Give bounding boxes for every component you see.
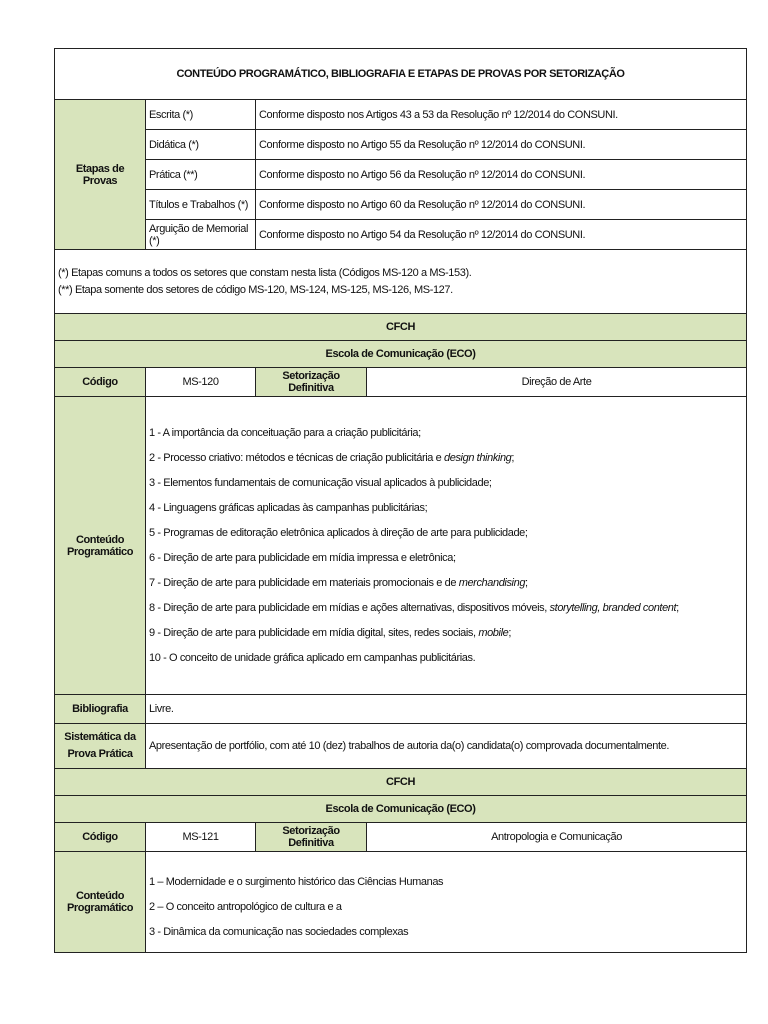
school-heading: Escola de Comunicação (ECO) bbox=[55, 341, 747, 368]
note-line: (**) Etapa somente dos setores de código MS-120, MS-124, MS-125, MS-126, MS-127. bbox=[58, 283, 453, 296]
list-item: 2 - Processo criativo: métodos e técnicas de criação publicitária e design thinking; bbox=[149, 451, 515, 464]
list-item: 7 - Direção de arte para publicidade em materiais promocionais e de merchandising; bbox=[149, 576, 528, 589]
code-row bbox=[55, 823, 747, 852]
conteudo-list bbox=[146, 397, 747, 695]
etapa-desc: Conforme disposto no Artigo 54 da Resolução nº 12/2014 do CONSUNI. bbox=[256, 220, 747, 250]
list-item: 9 - Direção de arte para publicidade em mídia digital, sites, redes sociais, mobile; bbox=[149, 626, 511, 639]
sistematica-row bbox=[55, 724, 747, 769]
etapa-name: Escrita (*) bbox=[146, 100, 256, 130]
etapas-label: Etapas de Provas bbox=[55, 100, 146, 250]
document-page bbox=[54, 48, 746, 953]
codigo-label: Código bbox=[55, 823, 146, 852]
etapa-row bbox=[55, 190, 747, 220]
conteudo-label: Conteúdo Programático bbox=[55, 397, 146, 695]
conteudo-label: Conteúdo Programático bbox=[55, 852, 146, 953]
etapa-row bbox=[55, 130, 747, 160]
center-row bbox=[55, 769, 747, 796]
school-row bbox=[55, 796, 747, 823]
etapa-row bbox=[55, 220, 747, 250]
list-item: 8 - Direção de arte para publicidade em mídias e ações alternativas, dispositivos móveis, storytelling, branded content; bbox=[149, 601, 679, 614]
conteudo-list bbox=[146, 852, 747, 953]
etapa-name: Arguição de Memorial (*) bbox=[146, 220, 256, 250]
center-row bbox=[55, 314, 747, 341]
etapa-name: Prática (**) bbox=[146, 160, 256, 190]
page-title: CONTEÚDO PROGRAMÁTICO, BIBLIOGRAFIA E ETAPAS DE PROVAS POR SETORIZAÇÃO bbox=[55, 49, 747, 100]
etapa-desc: Conforme disposto nos Artigos 43 a 53 da Resolução nº 12/2014 do CONSUNI. bbox=[256, 100, 747, 130]
list-item: 1 – Modernidade e o surgimento histórico das Ciências Humanas bbox=[149, 875, 444, 888]
code-value: MS-120 bbox=[146, 368, 256, 397]
list-item: 3 - Elementos fundamentais de comunicação visual aplicados à publicidade; bbox=[149, 476, 492, 489]
list-item: 1 - A importância da conceituação para a criação publicitária; bbox=[149, 426, 421, 439]
bibliografia-row bbox=[55, 695, 747, 724]
list-item: 4 - Linguagens gráficas aplicadas às campanhas publicitárias; bbox=[149, 501, 428, 514]
etapa-desc: Conforme disposto no Artigo 60 da Resolução nº 12/2014 do CONSUNI. bbox=[256, 190, 747, 220]
notes-cell bbox=[55, 250, 747, 314]
sistematica-label: Sistemática da Prova Prática bbox=[55, 724, 146, 769]
notes-row bbox=[55, 250, 747, 314]
conteudo-row bbox=[55, 852, 747, 953]
bibliografia-value: Livre. bbox=[146, 695, 747, 724]
area-value: Direção de Arte bbox=[367, 368, 747, 397]
etapa-desc: Conforme disposto no Artigo 56 da Resolução nº 12/2014 do CONSUNI. bbox=[256, 160, 747, 190]
etapa-desc: Conforme disposto no Artigo 55 da Resolução nº 12/2014 do CONSUNI. bbox=[256, 130, 747, 160]
school-row bbox=[55, 341, 747, 368]
school-heading: Escola de Comunicação (ECO) bbox=[55, 796, 747, 823]
note-line: (*) Etapas comuns a todos os setores que constam nesta lista (Códigos MS-120 a MS-153). bbox=[58, 266, 472, 279]
setorizacao-label: Setorização Definitiva bbox=[256, 823, 367, 852]
list-item: 2 – O conceito antropológico de cultura e a bbox=[149, 900, 342, 913]
center-heading: CFCH bbox=[55, 314, 747, 341]
etapa-row bbox=[55, 100, 747, 130]
list-item: 6 - Direção de arte para publicidade em mídia impressa e eletrônica; bbox=[149, 551, 456, 564]
code-value: MS-121 bbox=[146, 823, 256, 852]
list-item: 3 - Dinâmica da comunicação nas sociedades complexas bbox=[149, 925, 409, 938]
area-value: Antropologia e Comunicação bbox=[367, 823, 747, 852]
list-item: 10 - O conceito de unidade gráfica aplicado em campanhas publicitárias. bbox=[149, 651, 476, 664]
codigo-label: Código bbox=[55, 368, 146, 397]
list-item: 5 - Programas de editoração eletrônica aplicados à direção de arte para publicidade; bbox=[149, 526, 528, 539]
title-row bbox=[55, 49, 747, 100]
setorizacao-table bbox=[54, 48, 747, 953]
etapa-name: Títulos e Trabalhos (*) bbox=[146, 190, 256, 220]
conteudo-row bbox=[55, 397, 747, 695]
center-heading: CFCH bbox=[55, 769, 747, 796]
sistematica-value: Apresentação de portfólio, com até 10 (dez) trabalhos de autoria da(o) candidata(o) comprovada documentalmente. bbox=[146, 724, 747, 769]
etapa-row bbox=[55, 160, 747, 190]
etapa-name: Didática (*) bbox=[146, 130, 256, 160]
setorizacao-label: Setorização Definitiva bbox=[256, 368, 367, 397]
code-row bbox=[55, 368, 747, 397]
bibliografia-label: Bibliografia bbox=[55, 695, 146, 724]
